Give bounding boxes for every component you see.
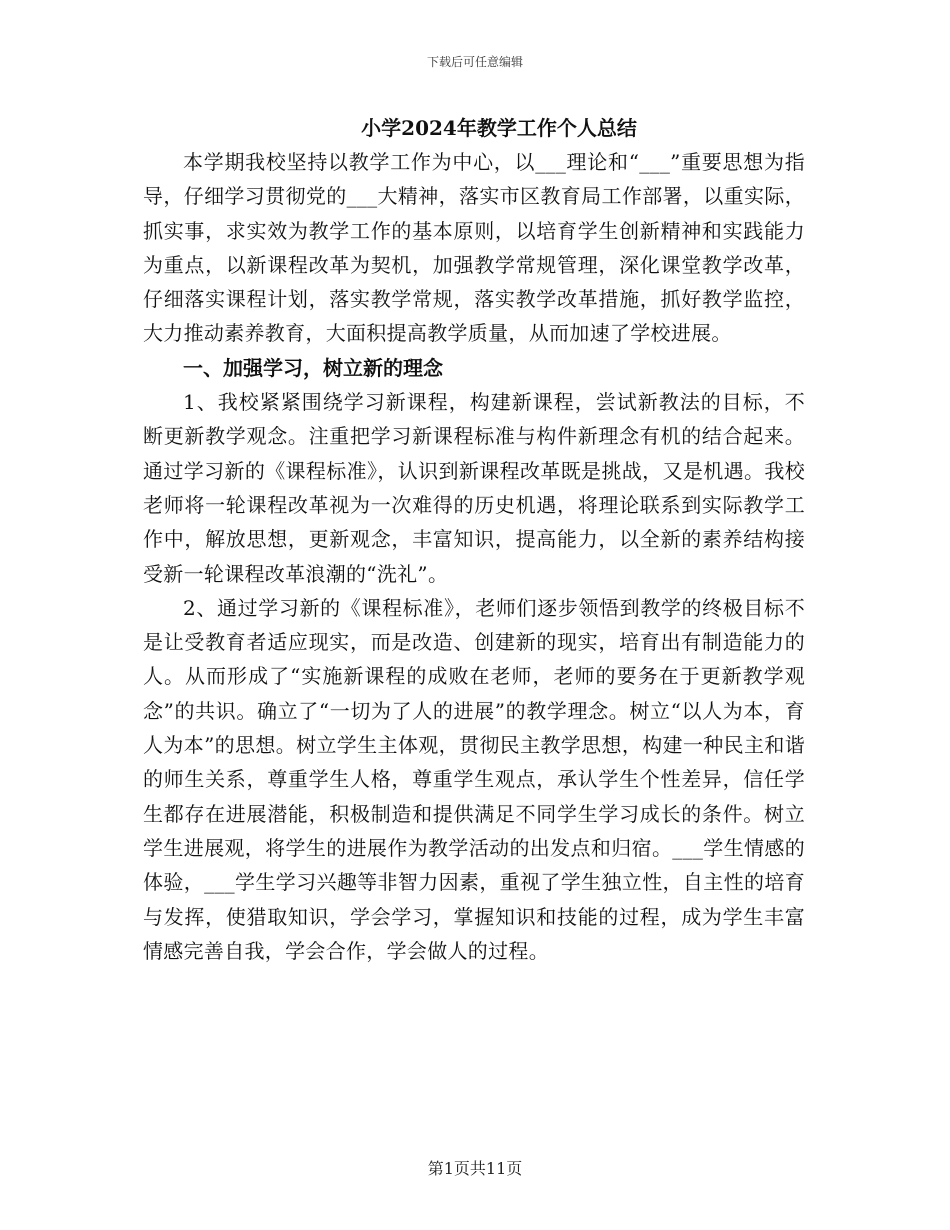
header-note: 下载后可任意编辑 [426,55,523,69]
intro-paragraph: 本学期我校坚持以教学工作为中心，以___理论和“___”重要思想为指导，仔细学习贯彻党的___大精神，落实市区教育局工作部署，以重实际，抓实事，求实效为教学工作的基本原则，以培育学生创新精神和实践能力为重点，以新课程改革为契机，加强教学常规管理，深化课堂教学改革，仔细落实课程计划，落实教学常规，落实教学改革措施，抓好教学监控，大力推动素养教育，大面积提高教学质量，从而加速了学校进展。 [143,150,805,346]
section-paragraph-2: 2、通过学习新的《课程标准》，老师们逐步领悟到教学的终极目标不是让受教育者适应现实，而是改造、创建新的现实，培育出有制造能力的人。从而形成了“实施新课程的成败在老师，老师的要务在于更新教学观念”的共识。确立了“一切为了人的进展”的教学理念。树立“以人为本，育人为本”的思想。树立学生主体观，贯彻民主教学思想，构建一种民主和谐的师生关系，尊重学生人格，尊重学生观点，承认学生个性差异，信任学生都存在进展潜能，积极制造和提供满足不同学生学习成长的条件。树立学生进展观，将学生的进展作为教学活动的出发点和归宿。___学生情感的体验，___学生学习兴趣等非智力因素，重视了学生独立性，自主性的培育与发挥，使猎取知识，学会学习，掌握知识和技能的过程，成为学生丰富情感完善自我，学会合作，学会做人的过程。 [143,595,805,963]
document-title: 小学2024年教学工作个人总结 [361,116,637,140]
section-paragraph-1: 1、我校紧紧围绕学习新课程，构建新课程，尝试新教法的目标，不断更新教学观念。注重把学习新课程标准与构件新理念有机的结合起来。通过学习新的《课程标准》，认识到新课程改革既是挑战，又是机遇。我校老师将一轮课程改革视为一次难得的历史机遇，将理论联系到实际教学工作中，解放思想，更新观念，丰富知识，提高能力，以全新的素养结构接受新一轮课程改革浪潮的“洗礼”。 [143,390,805,586]
page-footer: 第1页共11页 [427,1159,523,1178]
document-body [143,111,805,968]
section-heading: 一、加强学习，树立新的理念 [183,355,443,380]
